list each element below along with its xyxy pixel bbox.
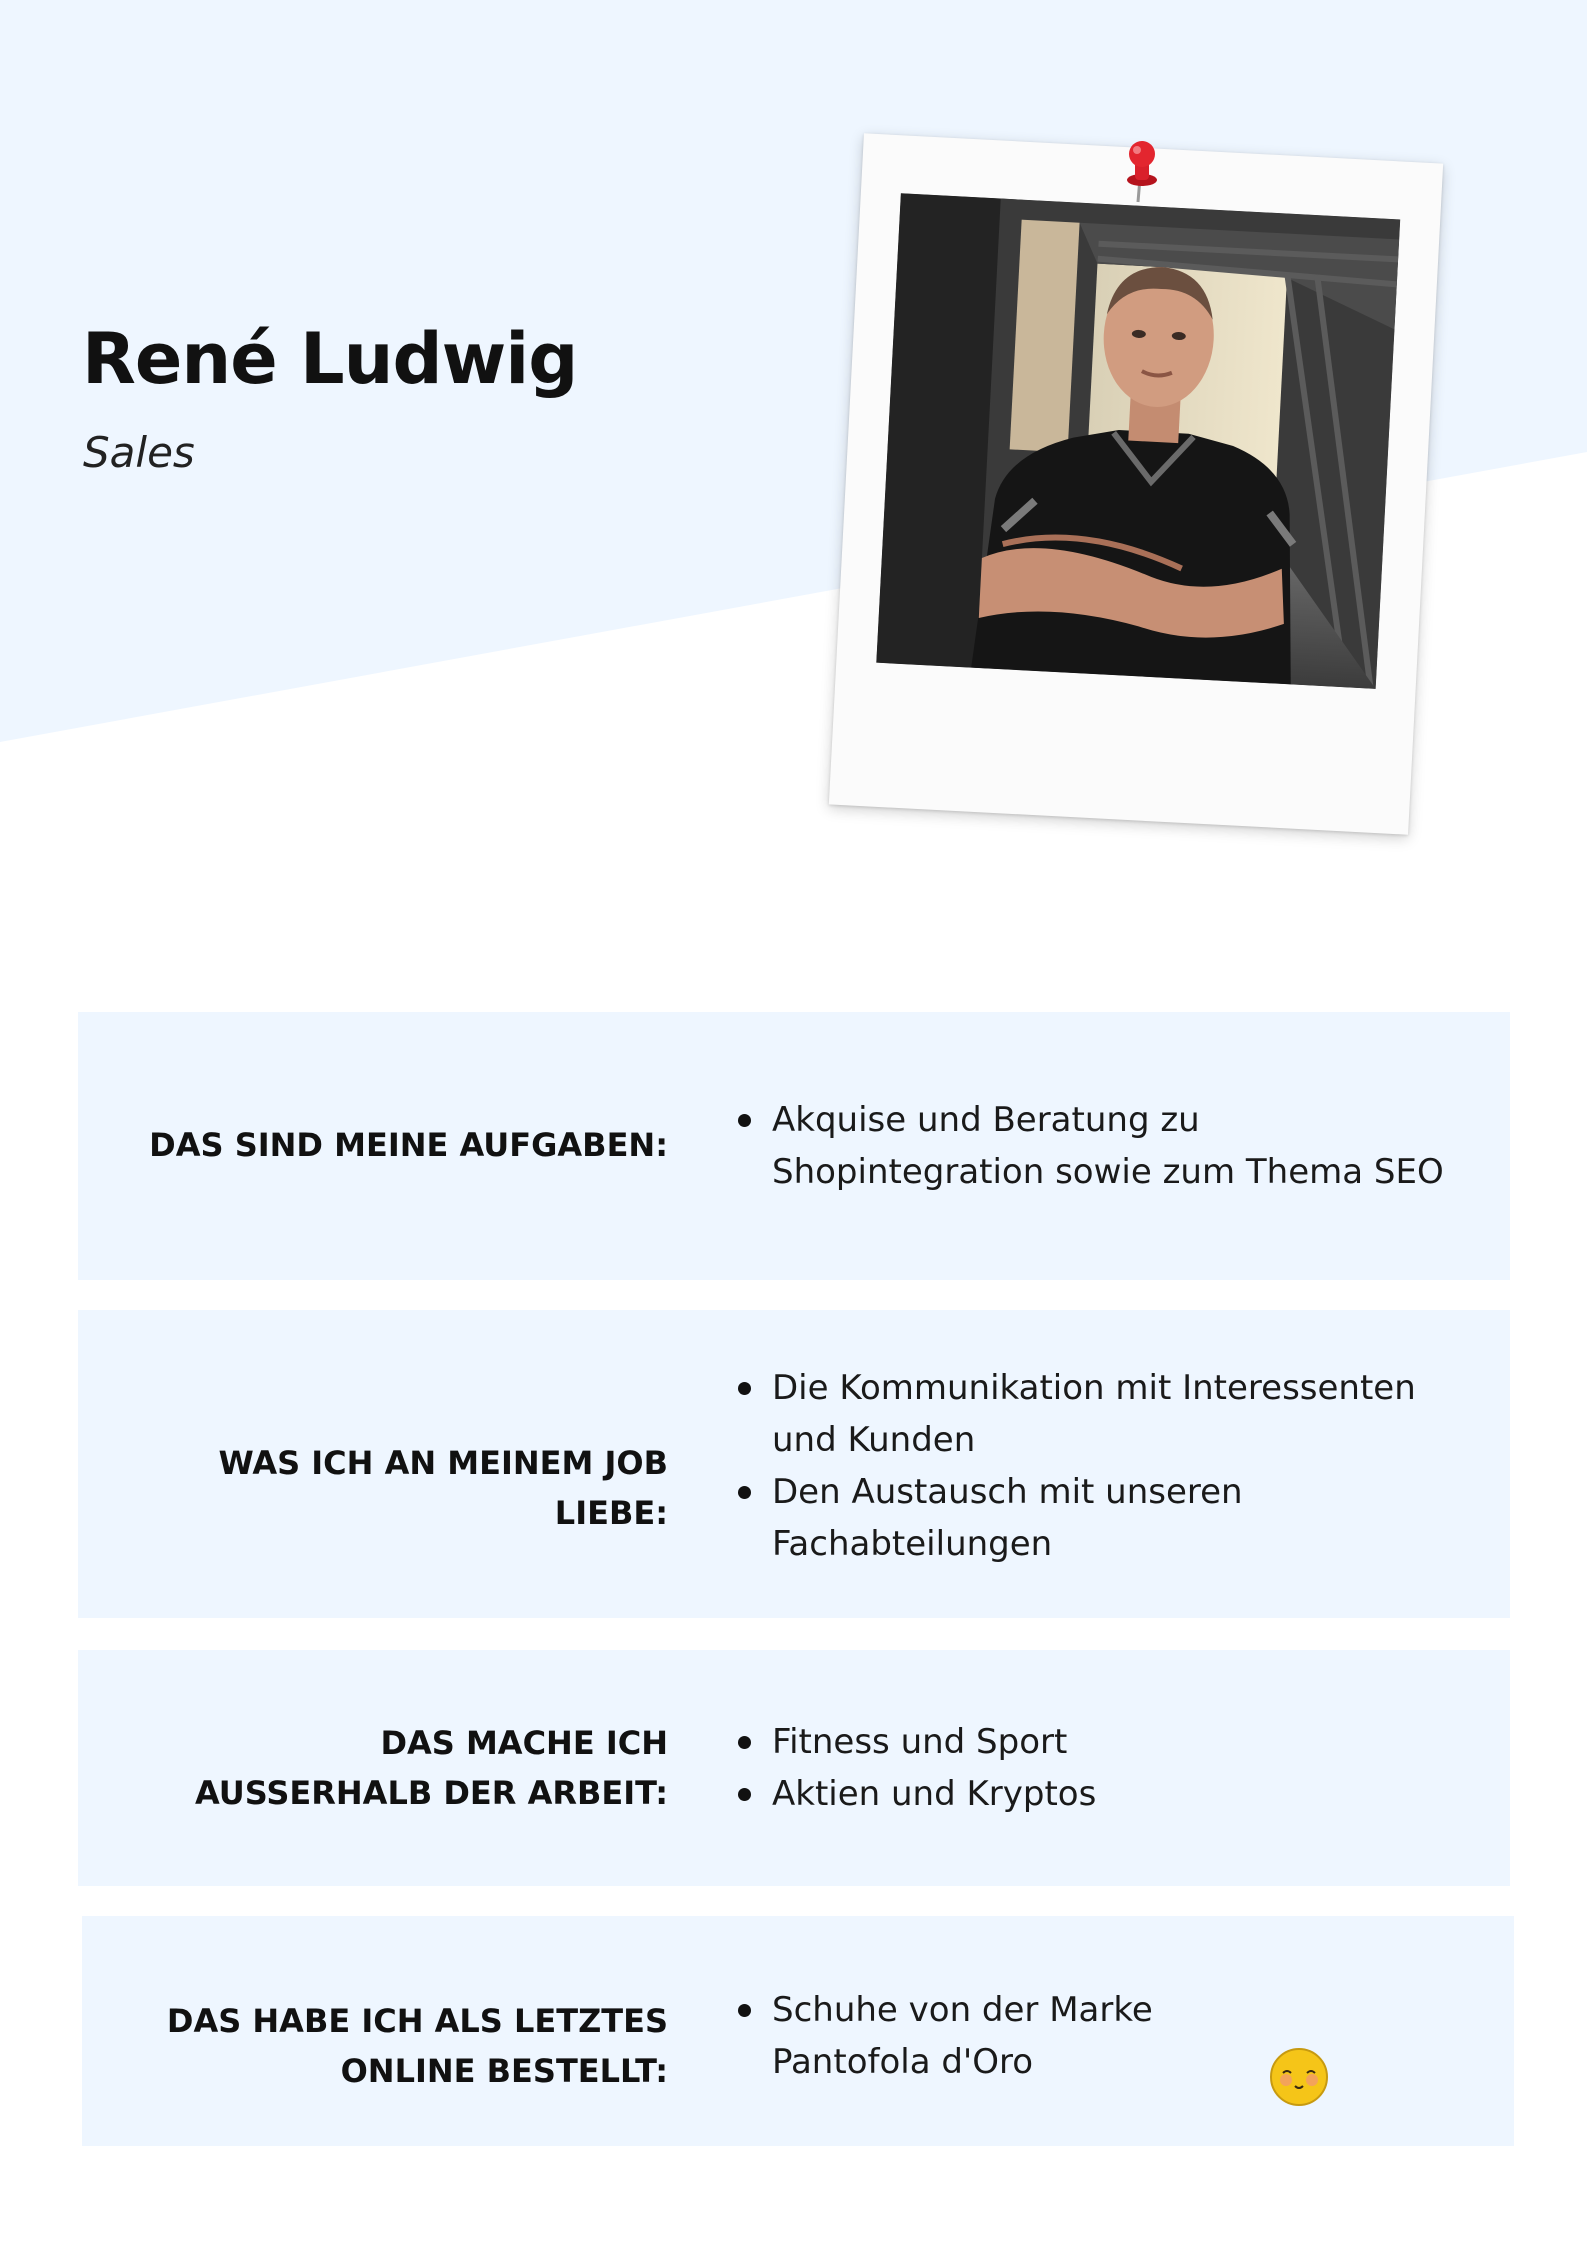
list-item: Die Kommunikation mit Interessenten und Kunden (738, 1362, 1478, 1466)
item-list (738, 1094, 1478, 1198)
section-tasks (78, 1012, 1510, 1280)
item-list (738, 1984, 1478, 2088)
section-label: DAS HABE ICH ALS LETZTES ONLINE BESTELLT: (166, 2002, 668, 2090)
portrait-photo (876, 193, 1400, 689)
list-item: Aktien und Kryptos (738, 1768, 1478, 1820)
pushpin-icon (1118, 140, 1166, 210)
person-name: René Ludwig (82, 318, 578, 400)
list-item: Den Austausch mit unseren Fachabteilungen (738, 1466, 1478, 1570)
section-label: DAS MACHE ICH AUSSERHALB DER ARBEIT: (194, 1724, 668, 1812)
portrait-illustration (876, 193, 1400, 689)
polaroid-frame (829, 133, 1443, 834)
section-job-love (78, 1310, 1510, 1618)
person-role: Sales (83, 428, 195, 477)
section-label: DAS SIND MEINE AUFGABEN: (149, 1126, 668, 1164)
list-item: Fitness und Sport (738, 1716, 1478, 1768)
item-list (738, 1362, 1478, 1570)
blushing-face-icon (1268, 2046, 1330, 2108)
section-label: WAS ICH AN MEINEM JOB LIEBE: (218, 1444, 668, 1532)
section-last-order (82, 1916, 1514, 2146)
section-hobbies (78, 1650, 1510, 1886)
item-list (738, 1716, 1478, 1820)
list-item: Schuhe von der Marke Pantofola d'Oro (738, 1984, 1478, 2088)
list-item: Akquise und Beratung zu Shopintegration sowie zum Thema SEO (738, 1094, 1478, 1198)
